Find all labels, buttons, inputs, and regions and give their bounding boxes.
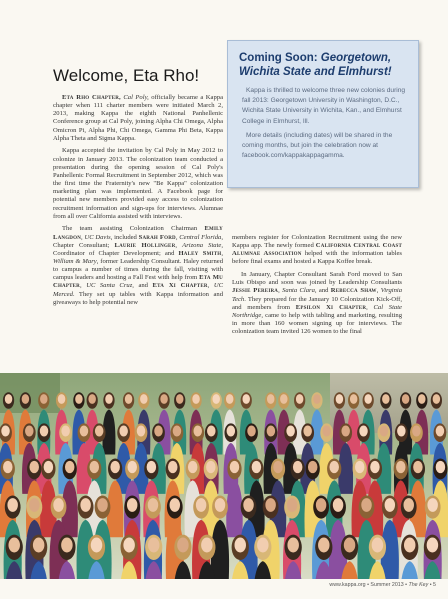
- person-name: Jessie Pereira: [232, 287, 279, 295]
- person-figure: [134, 423, 149, 494]
- person-figure: [310, 392, 323, 454]
- article-column-right: [232, 234, 402, 341]
- school-name: Central Florida: [179, 233, 222, 241]
- chapter-name: Eta Rho Chapter,: [62, 94, 121, 101]
- person-figure: [62, 458, 78, 537]
- school-name: Arizona State: [182, 241, 222, 249]
- school-name: Santa Clara: [282, 287, 315, 295]
- person-figure: [107, 458, 123, 537]
- paragraph-text: helped with the information tables before final exams and hosted a Kappa Koffee break.: [232, 250, 402, 266]
- person-figure: [293, 392, 306, 454]
- school-name: William & Mary: [53, 257, 97, 265]
- paragraph-text: In January, Chapter Consultant Sarah Ford moved to San Luis Obispo and soon was joined by Leadership Consultants: [232, 271, 402, 287]
- page-footer: [329, 582, 436, 588]
- school-name: Virginia Tech: [232, 287, 403, 303]
- person-figure: [211, 496, 229, 579]
- school-name: UC Merced: [53, 282, 224, 298]
- footer-separator: •: [403, 582, 409, 588]
- paragraph-text: , included: [110, 233, 139, 241]
- group-photo-image: [0, 373, 448, 579]
- person-figure: [338, 423, 353, 494]
- article-paragraph: The team assisting Colonization Chairman Emily Langdon, UC Davis, included Sarah Ford, Central Florida, Chapter Consultant; Laurie Hollinger, Arizona State, Coordinator of Chapter Development; and Haley Smith, William & Mary, former Leadership Consultant. Haley returned to campus a number of times during the fall, visiting with campus leaders and hosting a Fall Fest with help from Eta Mu Chapter, UC Santa Cruz, and Eta Xi Chapter, UC Merced. They set up tables with Kappa information and giveaways to help potential new: [53, 225, 224, 306]
- article-paragraph: [53, 94, 223, 143]
- paragraph-text: members register for Colonization Recruitment using the new Kappa app. The newly formed: [232, 234, 402, 250]
- article-paragraph: [232, 234, 402, 267]
- association-name: California Central Coast Alumnae Association: [232, 242, 402, 258]
- person-figure: [226, 458, 242, 537]
- paragraph-text: , and: [132, 282, 153, 290]
- school-name: Cal State Northridge: [232, 303, 402, 319]
- footer-url: www.kappa.org: [329, 582, 366, 588]
- article-paragraph: In January, Chapter Consultant Sarah Ford moved to San Luis Obispo and soon was joined by Leadership Consultants Jessie Pereira, Santa Clara, and Rebecca Shaw, Virginia Tech. They prepared for the January 10 Colonization Kick-Off, and members from Epsilon Xi Chapter, Cal State Northridge, came to help with tabling and marketing, resulting in more than 160 women signing up for interviews. The colonization team invited 126 women to the final: [232, 271, 403, 336]
- person-figure: [77, 423, 92, 494]
- footer-issue: Summer 2013: [370, 582, 404, 588]
- paragraph-text: . They prepared for the January 10 Colonization Kick-Off, and members from: [232, 295, 402, 311]
- paragraph-text: , former Leadership Consultant. Haley returned to campus a number of times during the fall, visiting with campus leaders and hosting a Fall Fest with help from: [53, 257, 223, 282]
- footer-separator: •: [428, 582, 434, 588]
- person-figure: [347, 392, 360, 454]
- person-figure: [381, 496, 399, 579]
- page-number: 5: [433, 582, 436, 588]
- school-name: UC Santa Cruz: [86, 282, 133, 290]
- school-name: UC Davis: [84, 233, 111, 241]
- person-name: Sarah Ford: [138, 233, 176, 241]
- coming-soon-box: [227, 40, 419, 188]
- person-name: Haley Smith: [178, 249, 222, 257]
- school-name: Cal Poly,: [123, 94, 149, 101]
- article-paragraph: Kappa accepted the invitation by Cal Poly in May 2012 to colonize in January 2013. The colonization team conducted a presentation during the opening session of Cal Poly's Panhellenic Formal Recruitment in September 2012, which was the first time the Fraternity's new "Be Kappa" colonization marketing plan was implemented. A Facebook page for potential new members provided easy access to colonization recruitment information and sign-ups for interviews. Alumnae from all over California assisted with interviews.: [53, 147, 223, 220]
- person-figure: [102, 392, 115, 454]
- chapter-name: Eta Xi Chapter: [152, 282, 208, 290]
- article-heading: Welcome, Eta Rho!: [53, 66, 200, 85]
- coming-soon-prefix: Coming Soon:: [239, 52, 321, 64]
- paragraph-text: The team assisting Colonization Chairman: [62, 225, 205, 233]
- coming-soon-paragraph: Kappa is thrilled to welcome three new colonies during fall 2013: Georgetown University in Washington, D.C., Wichita State University in Wichita, Kan., and Elmhurst College in Elmhurst, Ill.: [242, 87, 406, 125]
- footer-magazine: The Key: [408, 582, 429, 588]
- chapter-name: Eta Mu Chapter: [53, 274, 223, 290]
- person-name: Rebecca Shaw: [330, 287, 377, 295]
- paragraph-text: , Coordinator of Chapter Development; and: [53, 241, 224, 257]
- group-photo: [0, 373, 448, 579]
- person-name: Laurie Hollinger: [114, 241, 176, 249]
- paragraph-text: officially became a Kappa chapter when 111 charter members were initiated March 2, 2013, making Kappa the eighth National Panhellenic Conference group at Cal Poly, joining Alpha Chi Omega, Alpha Omicron Pi, Alpha Phi, Chi Omega, Gamma Phi Beta, Kappa Alpha Theta and Sigma Kappa.: [53, 94, 223, 142]
- footer-separator: •: [365, 582, 371, 588]
- paragraph-text: . They set up tables with Kappa information and giveaways to help potential new: [53, 290, 223, 306]
- article-column-left: [53, 94, 223, 311]
- paragraph-text: , Chapter Consultant;: [53, 233, 223, 249]
- coming-soon-title: [239, 52, 418, 79]
- paragraph-text: , came to help with tabling and marketing, resulting in more than 160 women signing up for interviews. The colonization team invited 126 women to the final: [232, 311, 402, 336]
- paragraph-text: , and: [314, 287, 331, 295]
- person-figure: [116, 423, 131, 494]
- chapter-name: Epsilon Xi Chapter: [295, 303, 367, 311]
- person-figure: [377, 423, 392, 494]
- person-name: Emily Langdon: [53, 225, 223, 241]
- coming-soon-paragraph: More details (including dates) will be shared in the coming months, but join the celebration now at facebook.com/kappakappagamma.: [242, 131, 393, 160]
- coming-soon-schools: Georgetown, Wichita State and Elmhurst!: [239, 52, 392, 78]
